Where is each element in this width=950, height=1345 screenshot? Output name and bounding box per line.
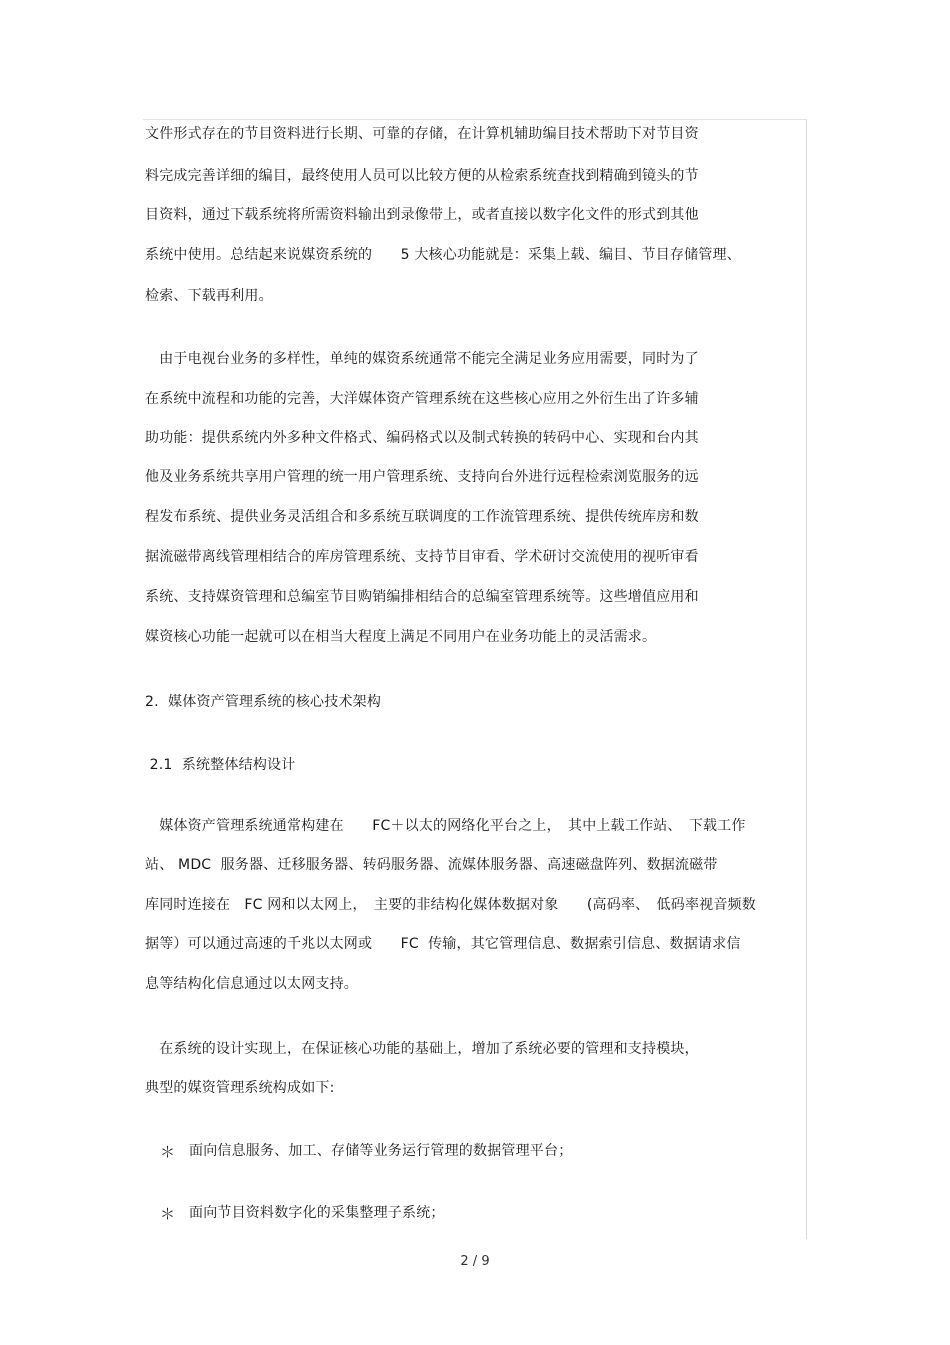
paragraph-line: 系统中使用。总结起来说媒资系统的 5 大核心功能就是：采集上载、编目、节目存储管理、	[145, 247, 741, 263]
paragraph-line: 典型的媒资管理系统构成如下:	[145, 1080, 335, 1096]
paragraph-line: 系统、支持媒资管理和总编室节目购销编排相结合的总编室管理系统等。这些增值应用和	[145, 589, 699, 605]
bullet-text: 面向节目资料数字化的采集整理子系统；	[189, 1205, 445, 1221]
subsection-heading: 2.1 系统整体结构设计	[145, 757, 296, 773]
paragraph-line: 息等结构化信息通过以太网支持。	[145, 976, 358, 992]
paragraph-line: 检索、下载再利用。	[145, 288, 273, 304]
asterisk-bullet-icon: ＊	[160, 1143, 176, 1161]
paragraph-line: 媒资核心功能一起就可以在相当大程度上满足不同用户在业务功能上的灵活需求。	[145, 629, 657, 645]
paragraph-line: 库同时连接在 FC 网和以太网上， 主要的非结构化媒体数据对象 (高码率、 低码率视音频数	[145, 897, 756, 913]
paragraph-line: 助功能：提供系统内外多种文件格式、编码格式以及制式转换的转码中心、实现和台内其	[145, 430, 699, 446]
section-heading: 2. 媒体资产管理系统的核心技术架构	[145, 694, 382, 710]
page-number: 2 / 9	[460, 1254, 490, 1269]
bullet-text: 面向信息服务、加工、存储等业务运行管理的数据管理平台；	[189, 1143, 573, 1159]
paragraph-line: 据等）可以通过高速的千兆以太网或 FC 传输，其它管理信息、数据索引信息、数据请求信	[145, 936, 741, 952]
asterisk-bullet-icon: ＊	[160, 1205, 176, 1223]
paragraph-line: 文件形式存在的节目资料进行长期、可靠的存储，在计算机辅助编目技术帮助下对节目资	[145, 126, 699, 142]
paragraph-line: 在系统的设计实现上，在保证核心功能的基础上，增加了系统必要的管理和支持模块，	[145, 1041, 699, 1057]
paragraph-line: 料完成完善详细的编目，最终使用人员可以比较方便的从检索系统查找到精确到镜头的节	[145, 168, 699, 184]
paragraph-line: 目资料，通过下载系统将所需资料输出到录像带上，或者直接以数字化文件的形式到其他	[145, 207, 699, 223]
paragraph-line: 在系统中流程和功能的完善，大洋媒体资产管理系统在这些核心应用之外衍生出了许多辅	[145, 391, 699, 407]
paragraph-line: 由于电视台业务的多样性，单纯的媒资系统通常不能完全满足业务应用需要，同时为了	[145, 351, 699, 367]
paragraph-line: 据流磁带离线管理相结合的库房管理系统、支持节目审看、学术研讨交流使用的视听审看	[145, 549, 699, 565]
paragraph-line: 程发布系统、提供业务灵活组合和多系统互联调度的工作流管理系统、提供传统库房和数	[145, 509, 699, 525]
paragraph-line: 媒体资产管理系统通常构建在 FC＋以太的网络化平台之上， 其中上载工作站、 下载工作	[145, 818, 746, 834]
paragraph-line: 站、 MDC 服务器、迁移服务器、转码服务器、流媒体服务器、高速磁盘阵列、数据流磁带	[145, 857, 718, 873]
paragraph-line: 他及业务系统共享用户管理的统一用户管理系统、支持向台外进行远程检索浏览服务的远	[145, 469, 699, 485]
